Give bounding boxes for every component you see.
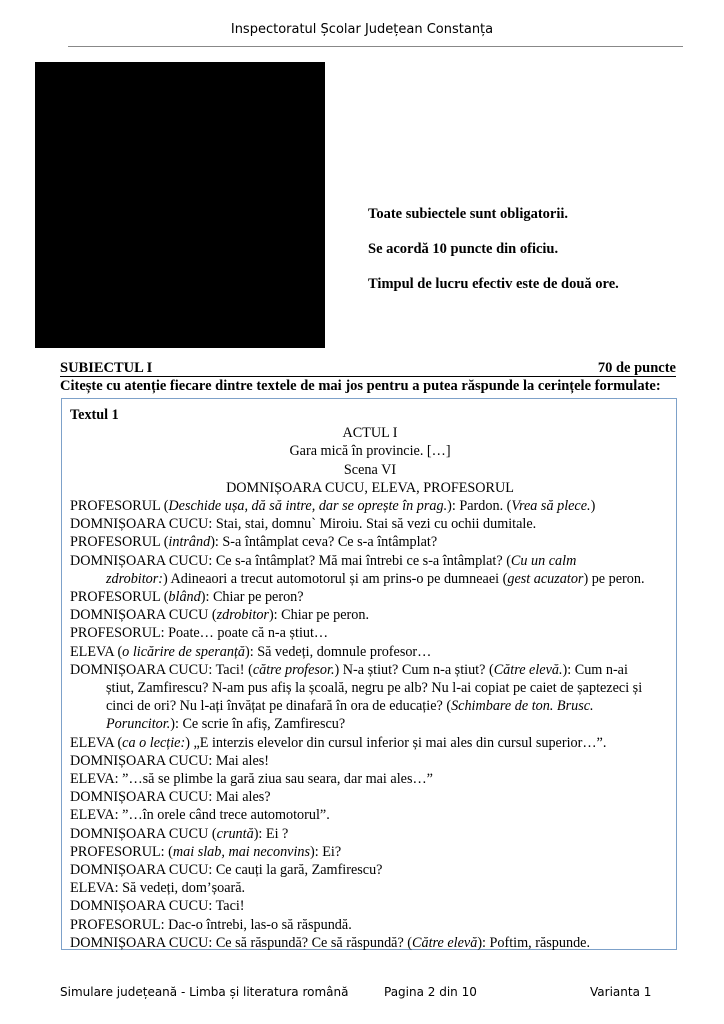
dialogue-text: : Să vedeți, dom’șoară. [114, 880, 246, 897]
redacted-block [35, 62, 325, 348]
stage-direction: Schimbare de ton. Brusc. [451, 698, 594, 715]
dialogue-text: ( [208, 607, 217, 624]
dialogue-text: : Taci! [208, 898, 245, 915]
text-1 [70, 406, 670, 952]
stage-direction: Către elevă [412, 934, 478, 951]
speaker-name: ELEVA [70, 643, 114, 660]
dialogue-line [70, 734, 670, 752]
footer-variant: Varianta 1 [590, 985, 652, 999]
stage-direction: ca o lecție: [122, 734, 186, 751]
subject-points: 70 de puncte [597, 360, 676, 376]
speaker-name: PROFESORUL [70, 625, 161, 642]
dialogue-line [70, 515, 670, 533]
dialogue-text: : Dac-o întrebi, las-o să răspundă. [160, 916, 352, 933]
dialogue-line [70, 552, 670, 570]
subject-label: SUBIECTUL I [60, 360, 153, 376]
dialogue-text: : ”…în orele când trece automotorul”. [114, 807, 330, 824]
dialogue-text: ): Pardon. ( [447, 498, 512, 515]
dialogue-line [70, 752, 670, 770]
speaker-name: ELEVA [70, 734, 114, 751]
dialogue-text: ( [208, 825, 217, 842]
dialogue-line [70, 934, 670, 952]
dialogue-text: : Ce s-a întâmplat? Mă mai întrebi ce s-a întâmplat? ( [208, 552, 511, 569]
speaker-name: PROFESORUL [70, 916, 161, 933]
speaker-name: DOMNIȘOARA CUCU [70, 825, 209, 842]
stage-direction: către profesor. [252, 661, 335, 678]
dialogue-line [70, 661, 670, 679]
dialogue-line [70, 806, 670, 824]
dialogue-text: : Mai ales? [208, 789, 271, 806]
stage-direction: Deschide ușa, dă să intre, dar se oprește în prag. [168, 498, 448, 515]
subject-heading [60, 360, 676, 377]
stage-direction: intrând [168, 534, 211, 551]
footer-exam-title: Simulare județeană - Limba și literatura română [60, 985, 349, 999]
speaker-name: DOMNIȘOARA CUCU [70, 661, 209, 678]
dialogue-text: : ”…să se plimbe la gară ziua sau seara, dar mai ales…” [114, 771, 433, 788]
dialogue-line [70, 643, 670, 661]
dialogue-text: ): Să vedeți, domnule profesor… [244, 643, 432, 660]
speaker-name: DOMNIȘOARA CUCU [70, 898, 209, 915]
dialogue-text: ): Chiar pe peron. [268, 607, 370, 624]
dialogue-text: ): Ce scrie în afiș, Zamfirescu? [170, 716, 346, 733]
dialogue-text: ): Poftim, răspunde. [477, 934, 591, 951]
dialogue-text: : Poate… poate că n-a știut… [160, 625, 329, 642]
speaker-name: DOMNIȘOARA CUCU [70, 552, 209, 569]
note-mandatory: Toate subiectele sunt obligatorii. [368, 206, 569, 222]
speaker-name: ELEVA [70, 880, 115, 897]
speaker-name: PROFESORUL [70, 843, 161, 860]
stage-direction: Către elevă. [493, 661, 563, 678]
dialogue-line [70, 897, 670, 915]
dialogue-text: ( [113, 643, 123, 660]
scene-title: Scena VI [343, 461, 397, 478]
speaker-name: ELEVA [70, 807, 115, 824]
dialogue-continuation [70, 679, 670, 697]
dialogue-line [70, 788, 670, 806]
dialogue-text: ): Ei ? [253, 825, 289, 842]
speaker-name: DOMNIȘOARA CUCU [70, 789, 209, 806]
dialogue-line [70, 770, 670, 788]
header-divider [68, 46, 683, 47]
dialogue-text: ) „E interzis elevelor din cursul inferior și mai ales din cursul superior…”. [185, 734, 607, 751]
dialogue-line [70, 497, 670, 515]
speaker-name: PROFESORUL [70, 534, 161, 551]
dialogue [70, 497, 670, 952]
dialogue-text: ): Cum n-ai [562, 661, 628, 678]
dialogue-text: ): S-a întâmplat ceva? Ce s-a întâmplat? [210, 534, 438, 551]
stage-direction: Poruncitor. [106, 716, 171, 733]
stage-direction: Cu un calm [510, 552, 577, 569]
stage-direction: Vrea să plece. [511, 498, 591, 515]
speaker-name: PROFESORUL [70, 498, 161, 515]
dialogue-line [70, 533, 670, 551]
dialogue-text: : Ce cauți la gară, Zamfirescu? [208, 862, 383, 879]
stage-direction: gest acuzator [507, 570, 584, 587]
instruction: Citește cu atenție fiecare dintre textele de mai jos pentru a putea răspunde la cerințele formulate: [60, 378, 661, 394]
dialogue-line [70, 606, 670, 624]
dialogue-text: ( [160, 498, 169, 515]
text-label: Textul 1 [70, 407, 119, 423]
dialogue-text: : ( [160, 843, 173, 860]
dialogue-line [70, 624, 670, 642]
speaker-name: DOMNIȘOARA CUCU [70, 516, 209, 533]
dialogue-text: ( [160, 534, 169, 551]
dialogue-line [70, 861, 670, 879]
dialogue-text: ) N-a știut? Cum n-a știut? ( [334, 661, 494, 678]
dialogue-continuation [70, 697, 670, 715]
dialogue-text: ) [590, 498, 596, 515]
dialogue-text: ): Chiar pe peron? [200, 589, 304, 606]
speaker-name: DOMNIȘOARA CUCU [70, 862, 209, 879]
speaker-name: PROFESORUL [70, 589, 161, 606]
stage-direction: o licărire de speranță [122, 643, 245, 660]
dialogue-text: ) pe peron. [583, 570, 645, 587]
page-header: Inspectoratul Școlar Județean Constanța [230, 22, 494, 37]
setting: Gara mică în provincie. […] [289, 443, 451, 460]
stage-direction: zdrobitor: [106, 570, 164, 587]
dialogue-text: : Mai ales! [208, 752, 270, 769]
stage-direction: cruntă [216, 825, 254, 842]
dialogue-text: : Stai, stai, domnu` Miroiu. Stai să vezi cu ochii dumitale. [208, 516, 537, 533]
dialogue-line [70, 879, 670, 897]
dialogue-text: : Taci! ( [208, 661, 253, 678]
speaker-name: ELEVA [70, 771, 115, 788]
stage-direction: zdrobitor [216, 607, 269, 624]
speaker-name: DOMNIȘOARA CUCU [70, 752, 209, 769]
speaker-name: DOMNIȘOARA CUCU [70, 607, 209, 624]
dialogue-continuation [70, 570, 670, 588]
dialogue-text: știut, Zamfirescu? N-am pus afiș la școală, negru pe alb? Nu l-ai copiat pe caiet de șaptezeci și [106, 680, 643, 697]
dialogue-line [70, 843, 670, 861]
note-points: Se acordă 10 puncte din oficiu. [368, 241, 559, 257]
dialogue-text: ): Ei? [310, 843, 342, 860]
dialogue-text: ) Adineaori a trecut automotorul și am prins-o pe dumneaei ( [163, 570, 508, 587]
dialogue-text: : Ce să răspundă? Ce să răspundă? ( [208, 934, 413, 951]
act-title: ACTUL I [342, 425, 398, 442]
dialogue-text: ( [160, 589, 169, 606]
note-time: Timpul de lucru efectiv este de două ore. [368, 276, 619, 292]
dialogue-continuation [70, 715, 670, 733]
speaker-name: DOMNIȘOARA CUCU [70, 934, 209, 951]
stage-direction: mai slab, mai neconvins [172, 843, 311, 860]
dialogue-text: cinci de ori? Nu l-ați învățat pe dinafară în ora de educație? ( [106, 698, 452, 715]
dialogue-text: ( [113, 734, 123, 751]
footer-page-number: Pagina 2 din 10 [384, 985, 477, 999]
characters: DOMNIȘOARA CUCU, ELEVA, PROFESORUL [226, 479, 514, 496]
dialogue-line [70, 916, 670, 934]
dialogue-line [70, 588, 670, 606]
dialogue-line [70, 825, 670, 843]
stage-direction: blând [168, 589, 201, 606]
exam-notes [368, 206, 698, 311]
